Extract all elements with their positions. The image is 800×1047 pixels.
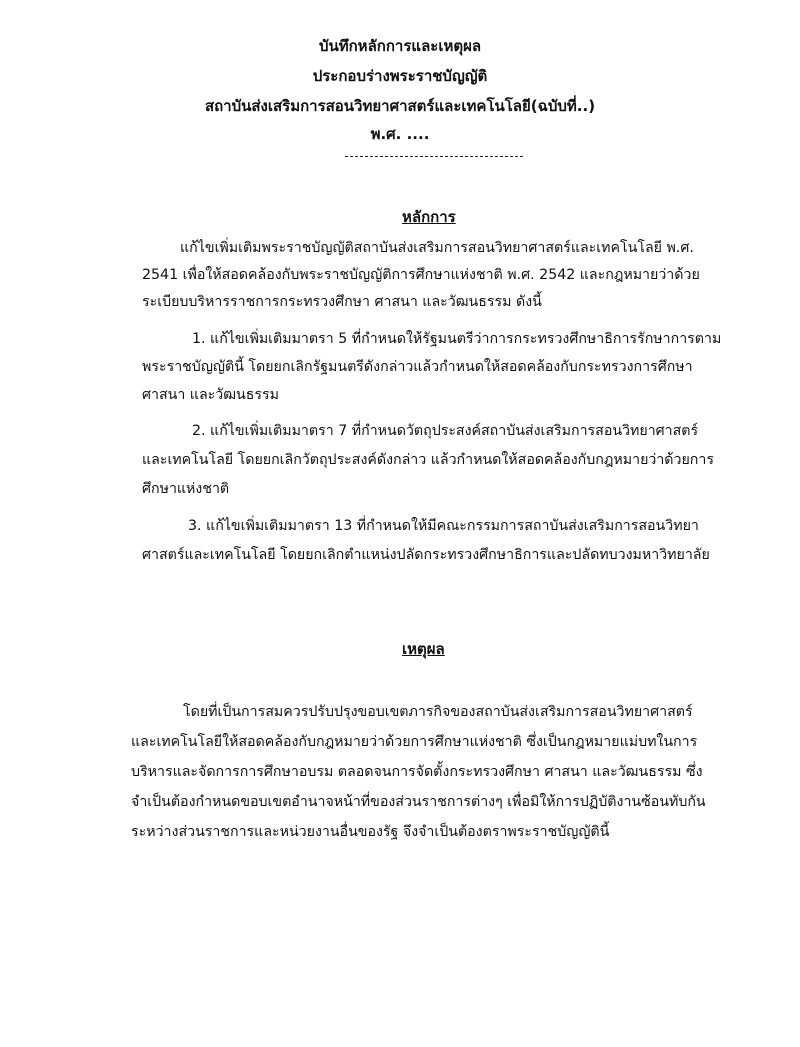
document-subtitle: ประกอบร่างพระราชบัญญัติ (312, 67, 488, 85)
principles-intro-line: 2541 เพื่อให้สอดคล้องกับพระราชบัญญัติการศึกษาแห่งชาติ พ.ศ. 2542 และกฎหมายว่าด้วย (142, 267, 700, 283)
reasons-line: โดยที่เป็นการสมควรปรับปรุงขอบเขตภารกิจของสถาบันส่งเสริมการสอนวิทยาศาสตร์ (183, 704, 693, 720)
act-year: พ.ศ. .... (370, 125, 430, 143)
reasons-line: บริหารและจัดการการศึกษาอบรม ตลอดจนการจัดตั้งกระทรวงศึกษา ศาสนา และวัฒนธรรม ซึ่ง (131, 764, 703, 780)
principles-intro-line: แก้ไขเพิ่มเติมพระราชบัญญัติสถาบันส่งเสริมการสอนวิทยาศาสตร์และเทคโนโลยี พ.ศ. (180, 240, 694, 256)
principle-item-2-line: 2. แก้ไขเพิ่มเติมมาตรา 7 ที่กำหนดวัตถุประสงค์สถาบันส่งเสริมการสอนวิทยาศาสตร์ (192, 423, 699, 439)
principle-item-3-line: ศาสตร์และเทคโนโลยี โดยยกเลิกตำแหน่งปลัดกระทรวงศึกษาธิการและปลัดทบวงมหาวิทยาลัย (142, 547, 710, 563)
document-title: บันทึกหลักการและเหตุผล (318, 37, 482, 55)
act-name: สถาบันส่งเสริมการสอนวิทยาศาสตร์และเทคโนโลยี(ฉบับที่..) (204, 97, 596, 115)
principles-intro-line: ระเบียบบริหารราชการกระทรวงศึกษา ศาสนา และวัฒนธรรม ดังนี้ (142, 294, 542, 310)
principle-item-1-line: พระราชบัญญัตินี้ โดยยกเลิกรัฐมนตรีดังกล่าวแล้วกำหนดให้สอดคล้องกับกระทรวงการศึกษา (142, 359, 693, 375)
principle-item-3-line: 3. แก้ไขเพิ่มเติมมาตรา 13 ที่กำหนดให้มีคณะกรรมการสถาบันส่งเสริมการสอนวิทยา (188, 518, 699, 534)
reasons-line: จำเป็นต้องกำหนดขอบเขตอำนาจหน้าที่ของส่วนราชการต่างๆ เพื่อมิให้การปฏิบัติงานซ้อนทับกัน (131, 794, 706, 810)
reasons-line: และเทคโนโลยีให้สอดคล้องกับกฎหมายว่าด้วยการศึกษาแห่งชาติ ซึ่งเป็นกฎหมายแม่บทในการ (131, 734, 698, 750)
principle-item-1-line: ศาสนา และวัฒนธรรม (142, 387, 279, 403)
principle-item-1-line: 1. แก้ไขเพิ่มเติมมาตรา 5 ที่กำหนดให้รัฐมนตรีว่าการกระทรวงศึกษาธิการรักษาการตาม (192, 331, 722, 347)
principle-item-2-line: และเทคโนโลยี โดยยกเลิกวัตถุประสงค์ดังกล่าว แล้วกำหนดให้สอดคล้องกับกฎหมายว่าด้วยการ (142, 452, 714, 468)
principles-heading: หลักการ (402, 208, 456, 226)
reasons-heading: เหตุผล (402, 640, 445, 658)
principle-item-2-line: ศึกษาแห่งชาติ (142, 481, 230, 497)
reasons-line: ระหว่างส่วนราชการและหน่วยงานอื่นของรัฐ จึงจำเป็นต้องตราพระราชบัญญัตินี้ (131, 824, 610, 840)
header-divider (345, 156, 523, 157)
